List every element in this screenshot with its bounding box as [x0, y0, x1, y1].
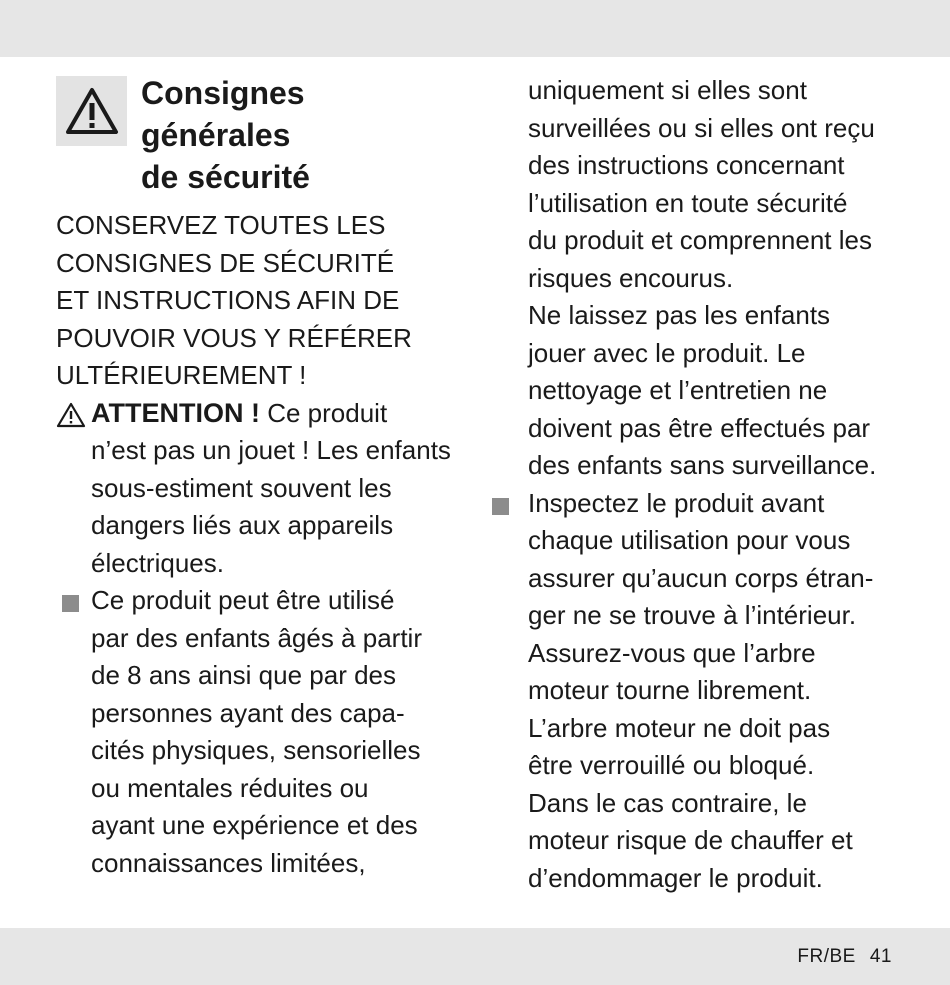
- list-item-children-continued: [493, 72, 913, 485]
- right-column: [493, 72, 913, 897]
- caps-notice-line: ULTÉRIEUREMENT !: [56, 360, 307, 390]
- list-item-line: moteur tourne librement.: [528, 675, 812, 705]
- list-item-line: L’arbre moteur ne doit pas: [528, 712, 831, 743]
- page-footer: [797, 946, 892, 968]
- list-item-line: des instructions concernant: [528, 150, 845, 180]
- section-title-line: générales: [141, 117, 291, 153]
- attention-item: [56, 395, 471, 583]
- list-item-line: Ne laissez pas les enfants: [528, 300, 831, 330]
- footer-locale: FR/BE: [797, 946, 856, 967]
- list-item-children: [56, 582, 471, 882]
- top-band: [0, 0, 950, 57]
- list-item-line: de 8 ans ainsi que par des: [91, 660, 396, 690]
- list-item-line: doivent pas être effectués par: [528, 412, 871, 443]
- list-item-inspect: [493, 485, 913, 898]
- caps-notice-line: ET INSTRUCTIONS AFIN DE: [56, 285, 400, 315]
- list-item-line: jouer avec le produit. Le: [528, 337, 806, 368]
- list-item-line: connaissances limitées,: [91, 847, 366, 878]
- list-item-line: nettoyage et l’entretien ne: [528, 375, 828, 405]
- list-item-line: être verrouillé ou bloqué.: [528, 750, 815, 780]
- list-item-line: personnes ayant des capa-: [91, 697, 405, 728]
- caps-notice: [56, 207, 471, 395]
- list-item-line: ou mentales réduites ou: [91, 772, 369, 803]
- attention-line: électriques.: [91, 547, 224, 578]
- list-item-line: ayant une expérience et des: [91, 810, 418, 840]
- list-item-line: risques encourus.: [528, 262, 734, 293]
- list-item-line: Assurez-vous que l’arbre: [528, 637, 816, 668]
- caps-notice-line: CONSIGNES DE SÉCURITÉ: [56, 247, 395, 278]
- list-item-line: chaque utilisation pour vous: [528, 525, 851, 555]
- list-item-line: d’endommager le produit.: [528, 862, 823, 893]
- section-title-line: de sécurité: [141, 159, 310, 195]
- attention-line: sous-estiment souvent les: [91, 472, 392, 503]
- list-item-line: des enfants sans surveillance.: [528, 450, 877, 480]
- attention-text: Ce produit: [259, 397, 388, 428]
- warning-triangle-icon: [56, 402, 86, 428]
- list-item-line: Ce produit peut être utilisé: [91, 585, 395, 615]
- section-title-line: Consignes: [141, 75, 305, 111]
- square-bullet-icon: [492, 498, 509, 515]
- heading-warning-box: [56, 76, 127, 146]
- page-number: 41: [869, 946, 892, 967]
- list-item-line: l’utilisation en toute sécurité: [528, 187, 848, 218]
- attention-line: n’est pas un jouet ! Les enfants: [91, 435, 451, 465]
- list-item-line: uniquement si elles sont: [528, 75, 807, 105]
- list-item-line: cités physiques, sensorielles: [91, 735, 421, 765]
- list-item-line: Dans le cas contraire, le: [528, 787, 807, 818]
- caps-notice-line: POUVOIR VOUS Y RÉFÉRER: [56, 322, 412, 353]
- list-item-line: moteur risque de chauffer et: [528, 825, 853, 855]
- attention-line: dangers liés aux appareils: [91, 510, 394, 540]
- caps-notice-line: CONSERVEZ TOUTES LES: [56, 210, 386, 240]
- list-item-line: par des enfants âgés à partir: [91, 622, 422, 653]
- square-bullet-icon: [62, 595, 79, 612]
- list-item-line: surveillées ou si elles ont reçu: [528, 112, 875, 143]
- list-item-line: assurer qu’aucun corps étran-: [528, 562, 874, 593]
- list-item-line: Inspectez le produit avant: [528, 487, 825, 518]
- list-item-line: ger ne se trouve à l’intérieur.: [528, 600, 857, 630]
- section-title: [141, 72, 441, 198]
- warning-triangle-icon: [65, 86, 119, 136]
- attention-label: ATTENTION !: [91, 397, 260, 428]
- left-column: [56, 207, 471, 882]
- list-item-line: du produit et comprennent les: [528, 225, 872, 255]
